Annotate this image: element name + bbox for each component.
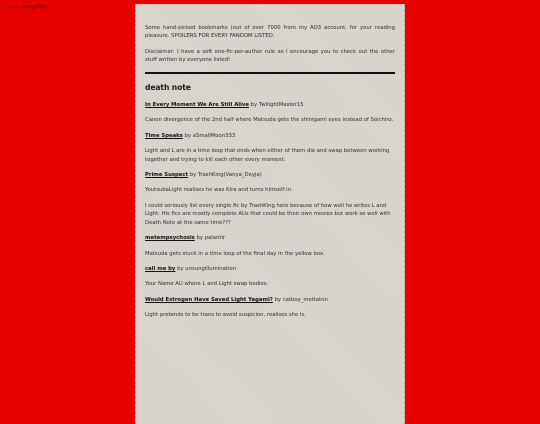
fic-summary: YoutsubaLight realises he was Kira and turns himself in. [145, 187, 293, 194]
fic-entry [145, 296, 395, 320]
fic-heading [145, 296, 395, 304]
fic-title-link[interactable]: In Every Moment We Are Still Alive [145, 102, 249, 109]
fic-heading [145, 101, 395, 109]
fic-author: by TwilightMaster15 [250, 102, 304, 109]
fic-author: by catboy_mettaton [274, 296, 328, 303]
fic-summary: Your Name AU where L and Light swap bodies. [145, 281, 269, 288]
section-title: death note [145, 82, 191, 92]
disclaimer-paragraph: Disclaimer: I have a soft one-fic-per-author rule so I encourage you to check out the other stuff written by everyone listed! [145, 48, 395, 64]
fic-entry [145, 265, 395, 289]
fic-entry [145, 234, 395, 258]
section-divider [145, 72, 395, 74]
fic-heading [145, 265, 395, 273]
fic-title-link[interactable]: Would Estrogen Have Saved Light Yagami? [145, 296, 273, 303]
fic-heading [145, 132, 395, 140]
fic-entry [145, 171, 395, 227]
fic-heading [145, 234, 395, 242]
intro-paragraph: Some hand-picked bookmarks (out of over 7000 from my AO3 account, for your reading pleasure. SPOILERS FOR EVERY FANDOM LISTED. [145, 25, 395, 40]
navigation-link[interactable]: <<< navigation [6, 4, 48, 10]
fic-author: by TrashKing(Vanya_Deyja) [189, 172, 262, 179]
fic-summary: Matsuda gets stuck in a time loop of the final day in the yellow box. [145, 250, 325, 257]
fic-entry [145, 101, 395, 125]
fic-summary: Light pretends to be trans to avoid suspicion, realises she is. [145, 312, 306, 319]
fic-note: I could seriously list every single fic by TrashKing here because of how well he writes L and Light. His fics are mostly complete AUs that could be their own movies but work so well with Death Note at the same time??? [145, 202, 391, 226]
fic-author: by unsungillumination [177, 265, 236, 272]
fic-author: by palantir [196, 235, 226, 242]
fic-summary: Light and L are in a time loop that ends when either of them die and swap between working together and trying to kill each other every moment. [145, 148, 390, 163]
fic-entry [145, 132, 395, 164]
bookmarks-panel [135, 4, 405, 424]
fic-summary: Canon divergence of the 2nd half where Matsuda gets the shinigami eyes instead of Soichiro. [145, 117, 394, 124]
fic-title-link[interactable]: Prime Suspect [145, 172, 189, 179]
fic-title-link[interactable]: call me by [145, 265, 176, 272]
fic-title-link[interactable]: Time Speaks [145, 132, 183, 139]
fic-heading [145, 171, 395, 179]
fic-title-link[interactable]: metempsychosis [145, 235, 195, 242]
fic-author: by aSmallMoon333 [184, 132, 236, 139]
